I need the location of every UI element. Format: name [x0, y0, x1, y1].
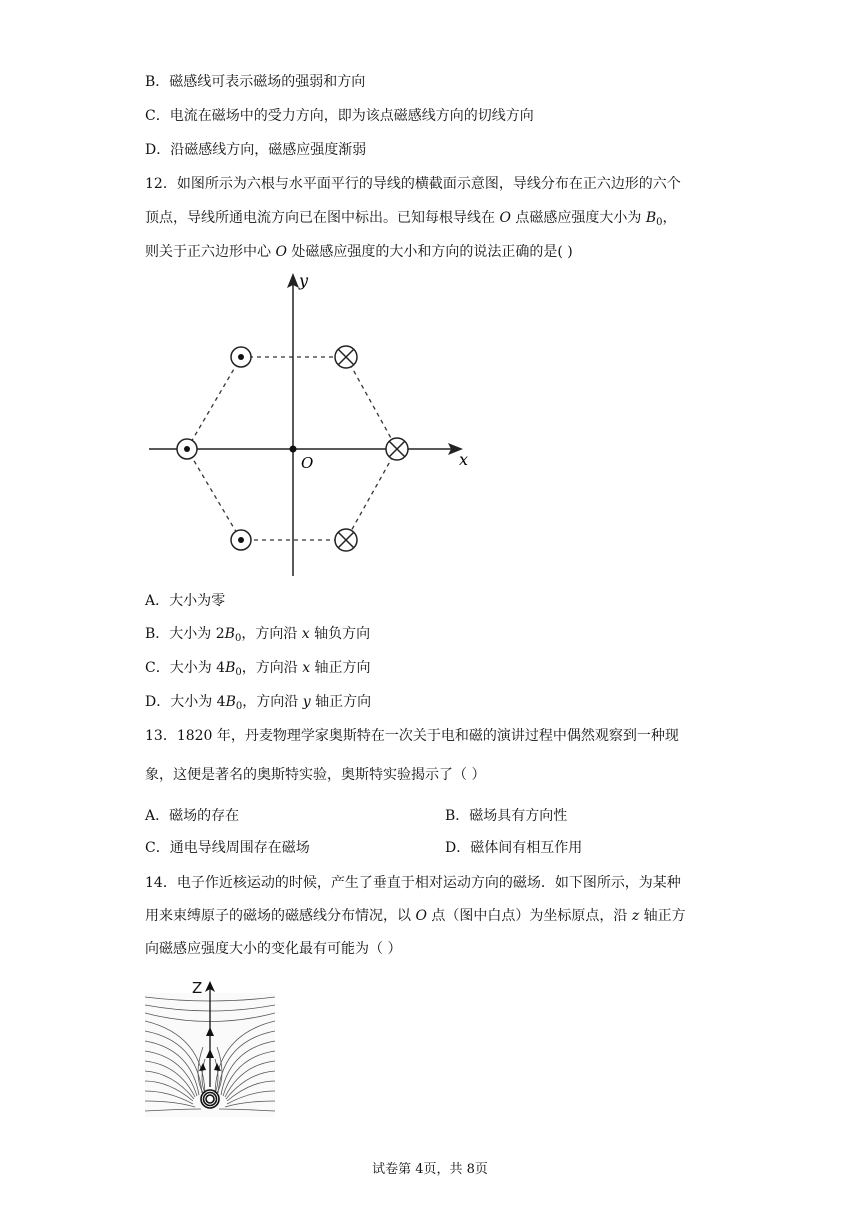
q13-option-d: D．磁体间有相互作用 [445, 840, 583, 856]
wire-into-page-icon [386, 438, 408, 460]
y-axis-label: y [299, 271, 309, 290]
wire-out-of-page-icon [177, 439, 197, 459]
q12-option-b: B．大小为 $2B_0$，方向沿 x 轴负方向 [145, 626, 371, 644]
q14-stem-line2: 用来束缚原子的磁场的磁感线分布情况，以 O 点（图中白点）为坐标原点，沿 z 轴正方 [145, 908, 686, 924]
q12-stem-line3: 则关于正六边形中心 O 处磁感应强度的大小和方向的说法正确的是( ) [145, 244, 573, 260]
q13-option-c: C．通电导线周围存在磁场 [145, 840, 310, 856]
q13-stem-line1: 13．1820 年，丹麦物理学家奥斯特在一次关于电和磁的演讲过程中偶然观察到一种现 [145, 728, 679, 744]
q11-option-b: B．磁感线可表示磁场的强弱和方向 [145, 74, 366, 90]
wire-into-page-icon [335, 529, 357, 551]
y-axis [287, 273, 299, 576]
hexagon-wires-figure [145, 268, 475, 580]
page-footer: 试卷第 4页，共 8页 [372, 1162, 488, 1177]
q11-option-c: C．电流在磁场中的受力方向，即为该点磁感线方向的切线方向 [145, 108, 534, 124]
q12-stem-line1: 12．如图所示为六根与水平面平行的导线的横截面示意图，导线分布在正六边形的六个 [145, 176, 681, 192]
q12-option-d: D．大小为 $4B_0$，方向沿 y 轴正方向 [145, 694, 372, 712]
wire-into-page-icon [335, 346, 357, 368]
origin-point [290, 446, 297, 453]
wire-out-of-page-icon [231, 347, 251, 367]
q13-option-b: B．磁场具有方向性 [445, 808, 568, 824]
origin-white-point [207, 1096, 212, 1101]
z-axis-label: Z [192, 979, 203, 997]
origin-label: O [301, 454, 314, 472]
q12-option-a: A．大小为零 [145, 593, 226, 609]
wire-out-of-page-icon [231, 530, 251, 550]
q14-stem-line3: 向磁感应强度大小的变化最有可能为（ ） [145, 941, 402, 957]
q11-option-d: D．沿磁感线方向，磁感应强度渐弱 [145, 142, 367, 158]
x-axis-label: x [459, 450, 469, 469]
q13-stem-line2: 象，这便是著名的奥斯特实验，奥斯特实验揭示了（ ） [145, 767, 486, 783]
magnetic-field-lines-figure [145, 975, 275, 1117]
q14-stem-line1: 14．电子作近核运动的时候，产生了垂直于相对运动方向的磁场．如下图所示，为某种 [145, 875, 681, 891]
q12-option-c: C．大小为 $4B_0$，方向沿 x 轴正方向 [145, 660, 371, 678]
q13-option-a: A．磁场的存在 [145, 808, 240, 824]
q12-stem-line2: 顶点，导线所通电流方向已在图中标出。已知每根导线在 O 点磁感应强度大小为 $B_0$， [145, 210, 677, 228]
